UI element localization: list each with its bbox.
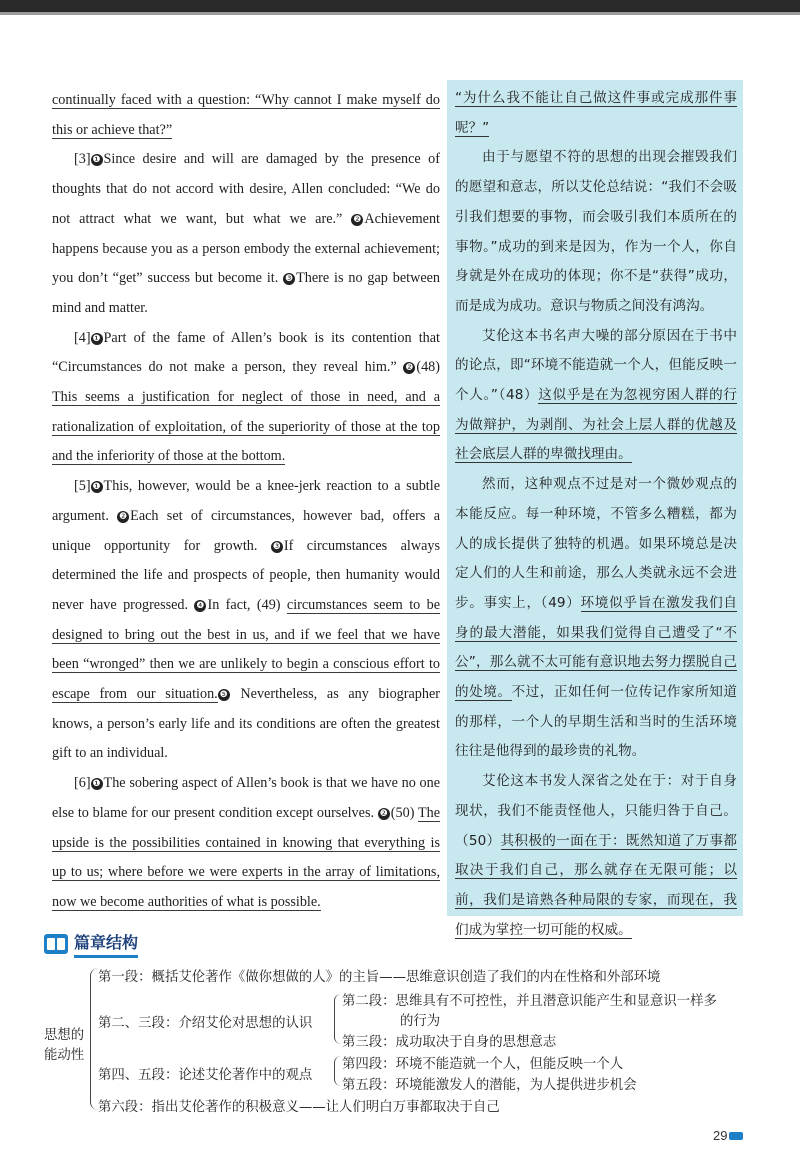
sentence: The sobering aspect of Allen’s book is that we have no one else to blame for our present condition except ourselves.: [52, 775, 440, 821]
translation-underlined-48: 这似乎是在为忽视穷困人群的行为做辩护，为剥削、为社会上层人群的优越及社会底层人群的卑微找理由。: [455, 387, 737, 463]
paragraph-label: [4]: [74, 329, 91, 346]
paragraph-label: [5]: [74, 478, 91, 495]
underlined-sentence-49: circumstances seem to be designed to bring out the best in us, and if we feel that we have been “wronged” then we are unlikely to begin a conscious effort to escape from our situation.: [52, 596, 441, 703]
translation-text: 艾伦这本书发人深省之处在于：对于自身现状，我们不能责怪他人，只能归咎于自己。（50）: [455, 773, 737, 849]
outline-brace-root: [90, 968, 99, 1110]
sentence-marker: ❷: [119, 511, 128, 522]
outline-item-2: 第二、三段：介绍艾伦对思想的认识: [98, 1016, 313, 1031]
translation-text: 艾伦这本书名声大噪的部分原因在于书中的论点，即“环境不能造就一个人，但能反映一个人。”（48）: [455, 327, 737, 404]
sentence: This, however, would be a knee-jerk reaction to a subtle argument.: [52, 478, 440, 524]
sentence-marker: ❸: [285, 274, 294, 285]
paragraph-label: [3]: [74, 151, 91, 168]
sentence-marker: ❺: [219, 690, 228, 701]
sentence-marker: ❹: [196, 600, 205, 611]
sentence: Part of the fame of Allen’s book is its contention that “Circumstances do not make a person, they reveal him.”: [52, 329, 440, 376]
outline-item-4: 第六段：指出艾伦著作的积极意义——让人们明白万事都取决于自己: [98, 1100, 500, 1115]
question-number: (48): [416, 359, 440, 376]
sentence-marker: ❶: [92, 155, 101, 166]
sentence: If circumstances always determined the life and prospects of people, then humanity would never have progressed.: [52, 537, 440, 613]
sentence-marker: ❸: [272, 541, 281, 552]
sentence-marker: ❷: [353, 214, 362, 225]
sentence: Each set of circumstances, however bad, offers a unique opportunity for growth.: [52, 507, 440, 554]
page-number-text: 29: [713, 1128, 728, 1143]
translation-text: “为什么我不能让自己做这件事或完成那件事呢？”: [455, 90, 737, 136]
sentence-marker: ❶: [92, 482, 101, 493]
outline-root-line2: 能动性: [44, 1048, 85, 1063]
sentence-marker: ❷: [379, 808, 388, 819]
outline-sub-2b: 第三段：成功取决于自身的思想意志: [342, 1035, 557, 1050]
sentence-marker: ❷: [405, 363, 414, 374]
outline-root-line1: 思想的: [44, 1028, 85, 1043]
sentence: Nevertheless, as any biographer knows, a person’s early life and its conditions are often the greatest gift to an individual.: [52, 686, 440, 762]
sentence: Achievement happens because you as a person embody the external achievement; you don’t “get” success but become it.: [52, 210, 440, 287]
outline-sub-2a: 第二段：思维具有不可控性，并且潜意识能产生和显意识一样多: [342, 994, 717, 1009]
paragraph-label: [6]: [74, 775, 91, 792]
outline-brace-3: [334, 1056, 341, 1086]
translation-p3: 由于与愿望不符的思想的出现会摧毁我们的愿望和意志，所以艾伦总结说：“我们不会吸引我们想要的事物，而会吸引我们本质所在的事物。”成功的到来是因为，作为一个人，你自身就是外在成功的体现；你不是“获得”成功，而是成为成功。意识与物质之间没有鸿沟。: [455, 149, 737, 314]
page-number: [713, 1128, 743, 1143]
outline-item-3: 第四、五段：论述艾伦著作中的观点: [98, 1068, 313, 1083]
question-number: (50): [390, 804, 418, 821]
translation-underlined-50: 其积极的一面在于：既然知道了万事都取决于我们自己，那么就存在无限可能；以前，我们是谙熟各种局限的专家，而现在，我们成为掌控一切可能的权威。: [455, 832, 737, 938]
outline-item-1: 第一段：概括艾伦著作《做你想做的人》的主旨——思维意识创造了我们的内在性格和外部环境: [98, 970, 661, 985]
outline-brace-2: [334, 994, 341, 1044]
text-continued: continually faced with a question: “Why cannot I make myself do this or achieve that?”: [52, 92, 440, 138]
translation-text: 不过，正如任何一位传记作家所知道的那样，一个人的早期生活和当时的生活环境往往是他得到的最珍贵的礼物。: [455, 684, 738, 760]
sentence-marker: ❶: [92, 333, 101, 344]
underlined-sentence-48: This seems a justification for neglect of those in need, and a rationalization of exploitation, of the superiority of those at the top and the inferiority of those at the bottom.: [52, 389, 440, 465]
sentence: Since desire and will are damaged by the presence of thoughts that do not accord with desire, Allen concluded: “We do not attract what we want, but what we are.”: [52, 151, 440, 227]
sentence: There is no gap between mind and matter.: [52, 270, 441, 316]
translation-underlined-49: 环境似乎旨在激发我们自身的最大潜能，如果我们觉得自己遭受了“不公”，那么就不太可能有意识地去努力摆脱自己的处境。: [455, 594, 738, 701]
sentence-marker: ❶: [92, 779, 101, 790]
outline-sub-2a-cont: 的行为: [400, 1014, 441, 1029]
underlined-sentence-50: The upside is the possibilities contained in knowing that everything is up to us; where before we were experts in the array of limitations, now we become authorities of what is possible.: [52, 804, 440, 910]
outline-sub-3b: 第五段：环境能激发人的潜能，为人提供进步机会: [342, 1078, 637, 1093]
graduation-cap-icon: [729, 1132, 743, 1140]
section-title: 篇章结构: [74, 930, 138, 958]
sentence: In fact, (49): [207, 596, 287, 613]
translation-text: 然而，这种观点不过是对一个微妙观点的本能反应。每一种环境，不管多么糟糕，都为人的成长提供了独特的机遇。如果环境总是决定人们的人生和前途，那么人类就永远不会进步。事实上，（49）: [455, 476, 737, 611]
outline-sub-3a: 第四段：环境不能造就一个人，但能反映一个人: [342, 1057, 624, 1072]
